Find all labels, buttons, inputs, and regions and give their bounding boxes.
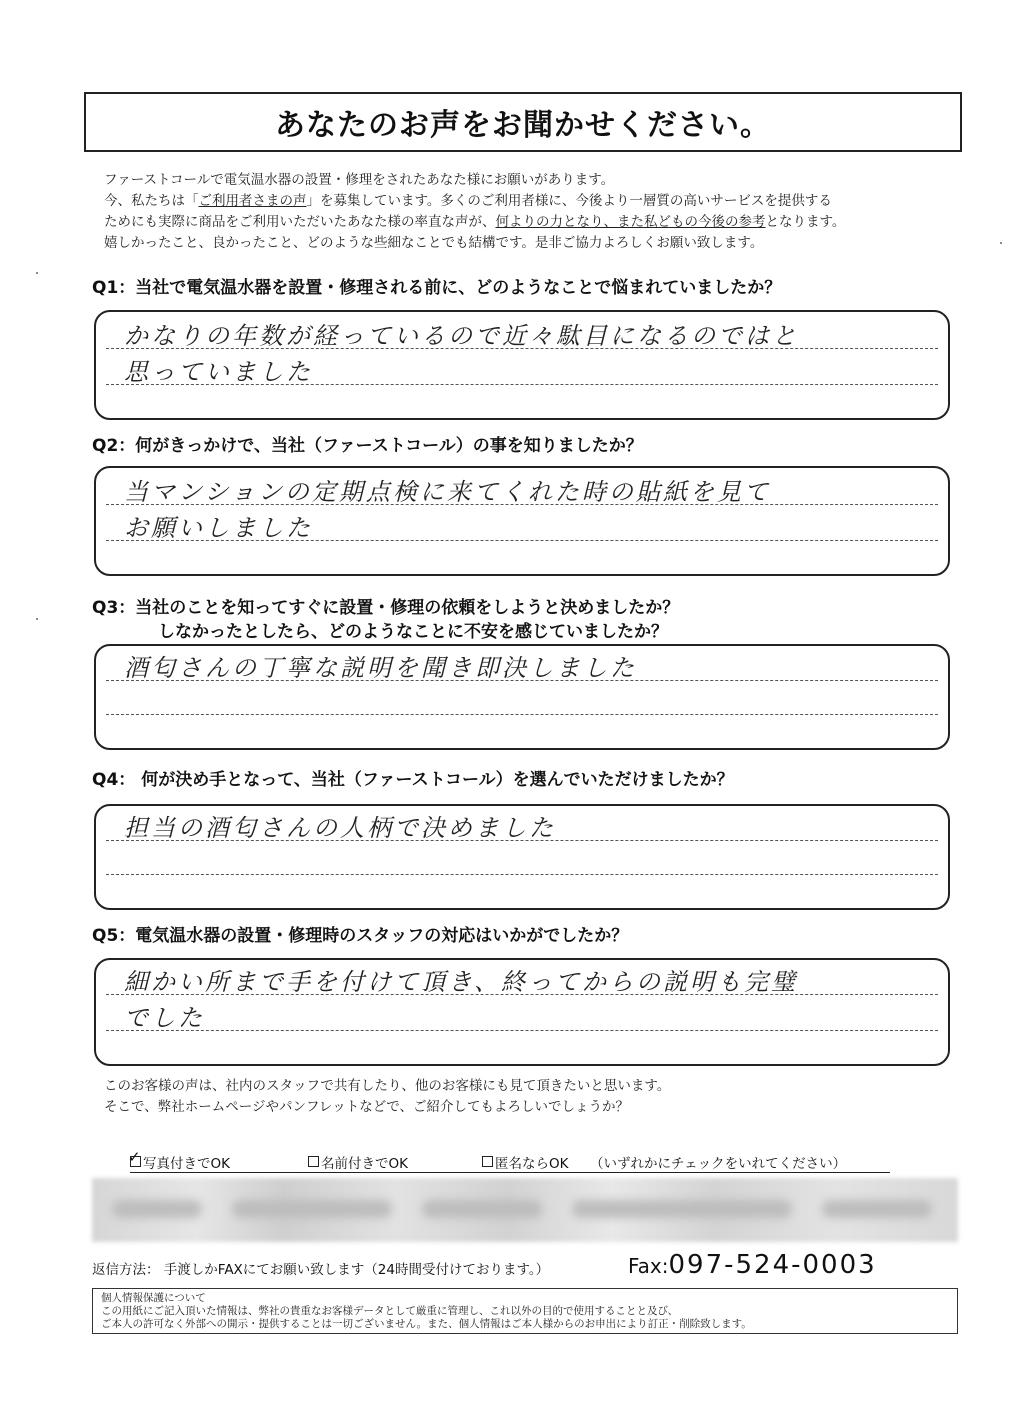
handwritten-answer-5-line-2: でした — [124, 1004, 205, 1032]
blur-block — [112, 1200, 202, 1218]
checkbox-icon[interactable] — [128, 1148, 141, 1167]
privacy-heading: 個人情報保護について — [101, 1292, 206, 1304]
intro-text — [104, 170, 954, 254]
intro-line-2 — [104, 191, 954, 212]
intro-line-2-a: 今、私たちは「 — [104, 193, 199, 209]
answer-box-3[interactable] — [94, 644, 950, 750]
question-4: Q4： 何が決め手となって、当社（ファーストコール）を選んでいただけましたか？ — [92, 770, 734, 790]
checkmark-icon: ✓ — [128, 1148, 141, 1166]
scan-speck — [36, 618, 38, 620]
question-3: Q3：当社のことを知ってすぐに設置・修理の依頼をしようと決めましたか？ — [92, 598, 680, 618]
answer-box-2[interactable] — [94, 466, 950, 576]
handwritten-answer-5-line-1: 細かい所まで手を付けて頂き、終ってからの説明も完璧 — [124, 968, 799, 996]
checkbox-note: （いずれかにチェックをいれてください） — [590, 1156, 847, 1172]
intro-line-4: 嬉しかったこと、良かったこと、どのような些細なことでも結構です。是非ご協力よろしくお願い致します。 — [104, 235, 764, 251]
intro-line-2-underlined: ご利用者さまの声 — [198, 193, 307, 209]
intro-line-3-a: ためにも実際に商品をご利用いただいたあなた様の率直な声が、 — [104, 214, 496, 230]
answer-line — [106, 874, 938, 875]
consent-line-1: このお客様の声は、社内のスタッフで共有したり、他のお客様にも見て頂きたいと思います。 — [104, 1078, 671, 1094]
intro-line-3-b: となります。 — [765, 214, 846, 230]
handwritten-answer-1-line-2: 思っていました — [124, 358, 313, 386]
scan-speck — [1000, 242, 1002, 244]
checkbox-anonymous-label: 匿名ならOK — [495, 1156, 569, 1172]
blur-block — [572, 1200, 792, 1218]
handwritten-answer-2-line-2: お願いしました — [124, 514, 313, 542]
checkbox-photo-label: 写真付きでOK — [143, 1156, 230, 1172]
checkbox-icon[interactable] — [482, 1156, 493, 1167]
checkbox-anonymous-ok[interactable] — [482, 1152, 568, 1172]
checkbox-icon[interactable] — [308, 1156, 319, 1167]
answer-line — [106, 714, 938, 715]
answer-box-4[interactable] — [94, 804, 950, 910]
blurred-signature-area — [92, 1178, 958, 1242]
checkbox-photo-ok[interactable] — [128, 1148, 230, 1172]
checkbox-name-ok[interactable] — [308, 1152, 408, 1172]
intro-line-2-b: 」を募集しています。多くのご利用者様に、今後より一層質の高いサービスを提供する — [306, 193, 832, 209]
intro-line-1: ファーストコールで電気温水器の設置・修理をされたあなた様にお願いがあります。 — [104, 172, 615, 188]
intro-line-3 — [104, 212, 954, 233]
question-1: Q1：当社で電気温水器を設置・修理される前に、どのようなことで悩まれていましたか？ — [92, 278, 782, 298]
handwritten-answer-4-line-1: 担当の酒匂さんの人柄で決めました — [124, 814, 556, 842]
consent-line-2: そこで、弊社ホームページやパンフレットなどで、ご紹介してもよろしいでしょうか？ — [104, 1099, 630, 1115]
handwritten-answer-1-line-1: かなりの年数が経っているので近々駄目になるのではと — [124, 322, 799, 350]
fax-label: Fax: — [628, 1254, 669, 1278]
question-5: Q5：電気温水器の設置・修理時のスタッフの対応はいかがでしたか？ — [92, 926, 629, 946]
consent-text — [104, 1076, 954, 1118]
fax-number — [628, 1250, 877, 1280]
blur-block — [232, 1200, 392, 1218]
blur-block — [822, 1200, 932, 1218]
answer-box-1[interactable] — [94, 310, 950, 420]
fax-number-value: 097-524-0003 — [668, 1250, 877, 1280]
handwritten-answer-2-line-1: 当マンションの定期点検に来てくれた時の貼紙を見て — [124, 478, 771, 506]
scan-speck — [36, 272, 38, 274]
blur-block — [422, 1200, 542, 1218]
question-2: Q2：何がきっかけで、当社（ファーストコール）の事を知りましたか？ — [92, 436, 643, 456]
privacy-line-1: この用紙にご記入頂いた情報は、弊社の貴重なお客様データとして厳重に管理し、これ以外の目的で使用することと及び、 — [101, 1305, 679, 1317]
answer-line — [106, 1030, 938, 1031]
checkbox-name-label: 名前付きでOK — [321, 1156, 408, 1172]
answer-box-5[interactable] — [94, 958, 950, 1066]
intro-line-3-underlined: 何よりの力となり、また私どもの今後の参考 — [495, 214, 766, 230]
handwritten-answer-3-line-1: 酒匂さんの丁寧な説明を聞き即決しました — [124, 654, 637, 682]
privacy-line-2: ご本人の許可なく外部への開示・提供することは一切ございません。また、個人情報はご本人様からのお申出により訂正・削除致します。 — [101, 1318, 752, 1330]
question-3-continued: しなかったとしたら、どのようなことに不安を感じていましたか？ — [158, 622, 668, 642]
privacy-notice — [92, 1288, 958, 1334]
page-title: あなたのお声をお聞かせください。 — [84, 92, 962, 152]
return-method-text: 返信方法： 手渡しかFAXにてお願い致します（24時間受付けております。） — [92, 1262, 550, 1278]
return-method-row — [92, 1252, 942, 1280]
permission-checkboxes — [128, 1148, 890, 1173]
